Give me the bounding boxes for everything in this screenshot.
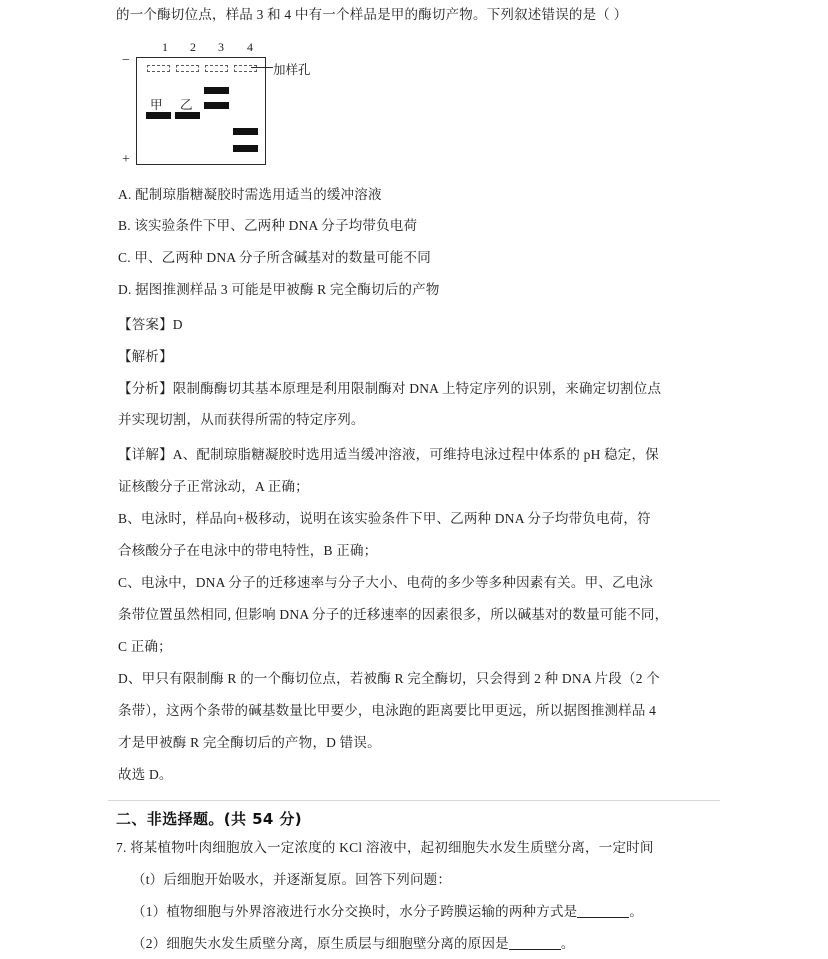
detail-line-1: 【详解】A、配制琼脂糖凝胶时选用适当缓冲溶液，可维持电泳过程中体系的 pH 稳定，保 bbox=[118, 447, 659, 462]
band-lane-4-upper bbox=[233, 128, 258, 135]
well-lane-2 bbox=[176, 65, 199, 72]
band-lane-3-lower bbox=[204, 102, 229, 109]
well-caption-label: 加样孔 bbox=[273, 63, 311, 77]
band-lane-1 bbox=[146, 112, 171, 119]
positive-pole-label: + bbox=[122, 152, 130, 167]
detail-line-4: 合核酸分子在电泳中的带电特性，B 正确； bbox=[118, 543, 378, 558]
detail-line-2: 证核酸分子正常泳动，A 正确； bbox=[118, 479, 309, 494]
gel-electrophoresis-figure bbox=[118, 40, 458, 172]
lane-number-2: 2 bbox=[190, 40, 196, 54]
lane-number-1: 1 bbox=[162, 40, 168, 54]
well-leader-line bbox=[251, 67, 273, 68]
question-7-sub-2-tail: 。 bbox=[560, 936, 575, 951]
band-lane-4-lower bbox=[233, 145, 258, 152]
band-lane-3-upper bbox=[204, 87, 229, 94]
option-a[interactable]: A. 配制琼脂糖凝胶时需选用适当的缓冲溶液 bbox=[118, 187, 382, 202]
gel-chamber bbox=[136, 57, 266, 165]
question-stem: 的一个酶切位点，样品 3 和 4 中有一个样品是甲的酶切产物。下列叙述错误的是（ ） bbox=[116, 7, 628, 22]
question-7-sub-1-tail: 。 bbox=[629, 904, 644, 919]
explanation-label: 【解析】 bbox=[118, 349, 173, 364]
well-lane-1 bbox=[147, 65, 170, 72]
conclusion-line: 故选 D。 bbox=[118, 767, 173, 782]
question-7-sub-1-text: （1）植物细胞与外界溶液进行水分交换时，水分子跨膜运输的两种方式是 bbox=[132, 904, 578, 919]
answer-blank-1[interactable] bbox=[577, 917, 629, 918]
negative-pole-label: − bbox=[122, 53, 130, 68]
sample-label-jia: 甲 bbox=[150, 98, 163, 112]
section-divider bbox=[108, 800, 720, 801]
detail-line-7: C 正确； bbox=[118, 639, 172, 654]
analysis-line-1: 【分析】限制酶酶切其基本原理是利用限制酶对 DNA 上特定序列的识别，来确定切割位点 bbox=[118, 381, 662, 396]
detail-line-6: 条带位置虽然相同, 但影响 DNA 分子的迁移速率的因素很多，所以碱基对的数量可能不同， bbox=[118, 607, 669, 622]
lane-number-3: 3 bbox=[218, 40, 224, 54]
well-lane-3 bbox=[205, 65, 228, 72]
analysis-line-2: 并实现切割，从而获得所需的特定序列。 bbox=[118, 412, 365, 427]
question-7-sub-1 bbox=[132, 905, 643, 919]
detail-line-5: C、电泳中，DNA 分子的迁移速率与分子大小、电荷的多少等多种因素有关。甲、乙电泳 bbox=[118, 575, 654, 590]
question-7-line-2: （t）后细胞开始吸水，并逐渐复原。回答下列问题： bbox=[132, 872, 452, 887]
detail-line-10: 才是甲被酶 R 完全酶切后的产物，D 错误。 bbox=[118, 735, 381, 750]
detail-line-9: 条带），这两个条带的碱基数量比甲要少，电泳跑的距离要比甲更远，所以据图推测样品 4 bbox=[118, 703, 657, 718]
option-d[interactable]: D. 据图推测样品 3 可能是甲被酶 R 完全酶切后的产物 bbox=[118, 282, 440, 297]
sample-label-yi: 乙 bbox=[180, 98, 193, 112]
option-c[interactable]: C. 甲、乙两种 DNA 分子所含碱基对的数量可能不同 bbox=[118, 250, 431, 265]
answer-line: 【答案】D bbox=[118, 317, 183, 332]
option-b[interactable]: B. 该实验条件下甲、乙两种 DNA 分子均带负电荷 bbox=[118, 218, 418, 233]
section-heading-2: 二、非选择题。(共 54 分) bbox=[116, 810, 303, 828]
question-7-sub-2-text: （2）细胞失水发生质壁分离，原生质层与细胞壁分离的原因是 bbox=[132, 936, 509, 951]
band-lane-2 bbox=[175, 112, 200, 119]
answer-blank-2[interactable] bbox=[509, 949, 561, 950]
detail-line-8: D、甲只有限制酶 R 的一个酶切位点，若被酶 R 完全酶切，只会得到 2 种 DNA 片段（2 个 bbox=[118, 671, 660, 686]
lane-number-4: 4 bbox=[247, 40, 253, 54]
question-7-line-1: 7. 将某植物叶肉细胞放入一定浓度的 KCl 溶液中，起初细胞失水发生质壁分离，一定时间 bbox=[116, 840, 654, 855]
question-7-sub-2 bbox=[132, 937, 575, 951]
detail-line-3: B、电泳时，样品向+极移动，说明在该实验条件下甲、乙两种 DNA 分子均带负电荷，符 bbox=[118, 511, 651, 526]
